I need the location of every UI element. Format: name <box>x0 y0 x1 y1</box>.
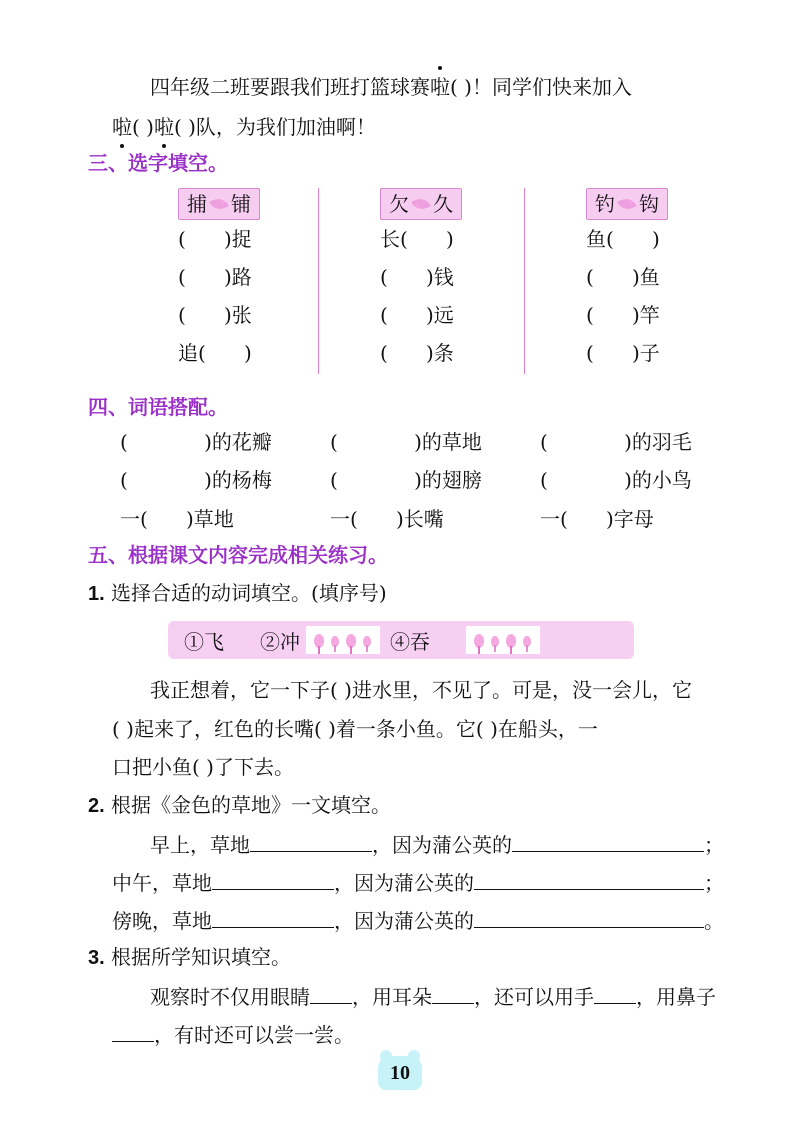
tree-icon <box>329 636 340 652</box>
dotted-char: 啦 <box>154 112 174 142</box>
question-3-title: 3. 根据所学知识填空。 <box>88 945 292 969</box>
fill-item: ( )钱 <box>380 265 454 289</box>
fill-item: ( )捉 <box>178 227 252 251</box>
leaf-icon <box>617 195 637 213</box>
section-5-title: 五、根据课文内容完成相关练习。 <box>88 543 388 567</box>
pair-item: ( )的草地 <box>330 430 482 454</box>
option-item: ①飞 <box>184 629 224 654</box>
pair-item: ( )的花瓣 <box>120 430 272 454</box>
fill-item: 追( ) <box>178 341 252 365</box>
q1-paragraph-3: 口把小鱼( )了下去。 <box>112 755 294 779</box>
q1-paragraph-1: 我正想着，它一下子( )进水里，不见了。可是，没一会儿，它 <box>150 678 692 702</box>
column-divider <box>524 188 525 374</box>
tree-icon <box>472 634 486 654</box>
option-item: ②冲 <box>260 629 300 654</box>
char-group-1 <box>178 188 358 372</box>
pair-item: 一( )长嘴 <box>330 507 444 531</box>
answer-blank[interactable] <box>432 984 474 1004</box>
char-choice-box: 钓 钩 <box>586 188 668 220</box>
q2-row: 中午，草地 ，因为蒲公英的 ； <box>112 871 724 895</box>
column-divider <box>318 188 319 374</box>
tree-icon <box>344 634 358 654</box>
page-number: 10 <box>378 1056 422 1090</box>
pair-item: ( )的杨梅 <box>120 468 272 492</box>
pair-item: 一( )字母 <box>540 507 654 531</box>
answer-blank[interactable] <box>474 870 704 890</box>
answer-blank[interactable] <box>474 908 704 928</box>
pair-item: ( )的小鸟 <box>540 468 692 492</box>
char-group-3 <box>586 188 766 372</box>
dotted-char: 啦 <box>112 112 132 142</box>
fill-item: ( )路 <box>178 265 252 289</box>
question-1-title: 1. 选择合适的动词填空。(填序号) <box>88 581 387 605</box>
char-group-2 <box>380 188 560 372</box>
answer-blank[interactable] <box>212 870 334 890</box>
answer-blank[interactable] <box>310 984 352 1004</box>
fill-item: 鱼( ) <box>586 227 660 251</box>
fill-item: ( )远 <box>380 303 454 327</box>
section-4-title: 四、词语搭配。 <box>88 395 228 419</box>
char-choice-box: 捕 铺 <box>178 188 260 220</box>
pair-item: ( )的羽毛 <box>540 430 692 454</box>
q1-paragraph-2: ( )起来了，红色的长嘴( )着一条小鱼。它( )在船头，一 <box>112 717 598 741</box>
option-item: ④吞 <box>390 629 430 654</box>
tree-icon <box>312 634 326 654</box>
leaf-icon <box>209 195 229 213</box>
dotted-char: 啦 <box>430 72 450 102</box>
fill-item: ( )竿 <box>586 303 660 327</box>
fill-item: ( )条 <box>380 341 454 365</box>
q3-line-2: ，有时还可以尝一尝。 <box>112 1020 800 1050</box>
char-choice-box: 欠 久 <box>380 188 462 220</box>
pair-item: ( )的翅膀 <box>330 468 482 492</box>
fill-item: 长( ) <box>380 227 454 251</box>
question-2-title: 2. 根据《金色的草地》一文填空。 <box>88 793 392 817</box>
tree-icon <box>504 634 518 654</box>
answer-blank[interactable] <box>594 984 636 1004</box>
answer-blank[interactable] <box>112 1022 154 1042</box>
q2-row: 傍晚，草地 ，因为蒲公英的 。 <box>112 909 724 933</box>
option-banner <box>168 621 634 659</box>
q3-line-1: 观察时不仅用眼睛 ，用耳朵 ，还可以用手 ，用鼻子 <box>150 985 716 1009</box>
tree-decoration <box>466 626 540 654</box>
tree-icon <box>361 636 372 652</box>
tree-decoration <box>306 626 380 654</box>
fill-item: ( )鱼 <box>586 265 660 289</box>
fill-item: ( )子 <box>586 341 660 365</box>
leaf-icon <box>411 195 431 213</box>
answer-blank[interactable] <box>250 832 372 852</box>
intro-line-2: 啦( )啦( )队，为我们加油啊！ <box>112 112 800 142</box>
answer-blank[interactable] <box>212 908 334 928</box>
pair-item: 一( )草地 <box>120 507 234 531</box>
fill-item: ( )张 <box>178 303 252 327</box>
intro-line-1: 四年级二班要跟我们班打篮球赛啦( )！同学们快来加入 <box>150 72 800 102</box>
tree-icon <box>521 636 532 652</box>
tree-icon <box>489 636 500 652</box>
answer-blank[interactable] <box>512 832 704 852</box>
section-3-title: 三、选字填空。 <box>88 151 228 175</box>
q2-row: 早上，草地 ，因为蒲公英的 ； <box>150 833 724 857</box>
